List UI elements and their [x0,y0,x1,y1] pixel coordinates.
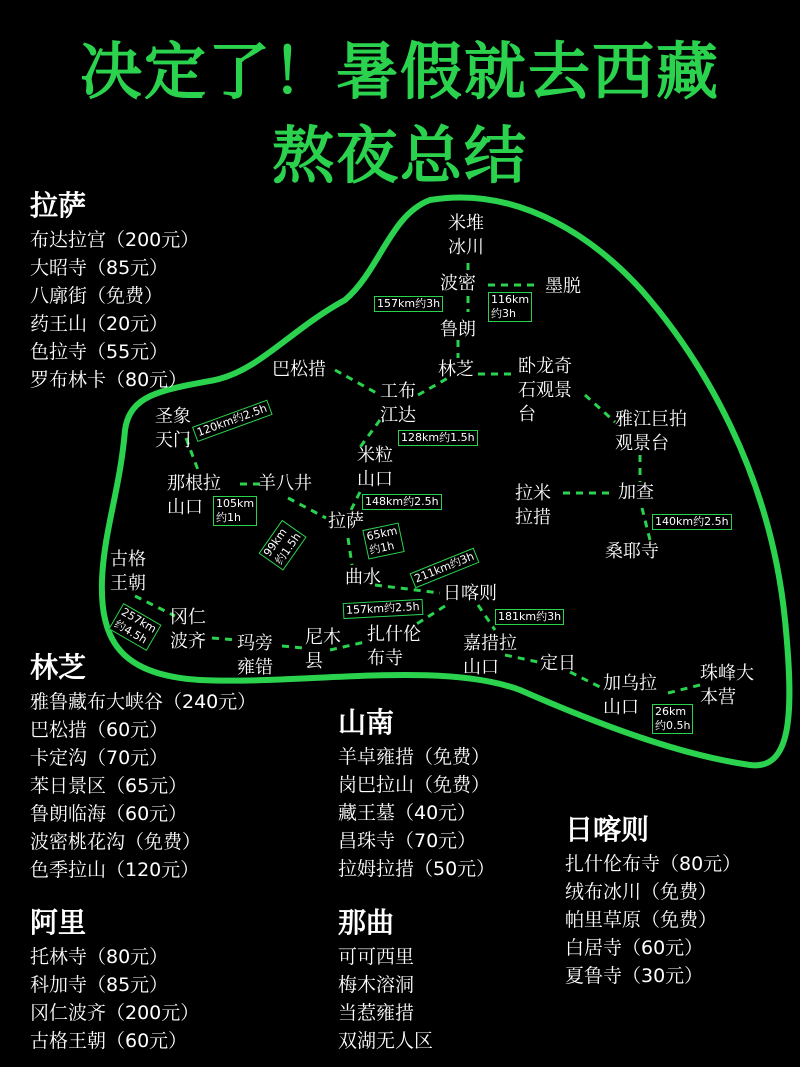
place-nimu-county: 尼木 县 [305,627,341,672]
section-heading: 拉萨 [30,189,87,222]
distance-bomi-motuo: 116km 约3h [488,292,532,322]
section-heading: 山南 [338,706,395,739]
list-item: 昌珠寺（70元） [338,830,477,852]
section-shigatse [565,812,741,990]
place-migla-pass: 米粒 山口 [357,445,393,490]
title-line-1: 决定了！暑假就去西藏 [79,35,720,108]
list-item: 冈仁波齐（200元） [30,1002,200,1024]
place-lhasa: 拉萨 [328,511,364,532]
list-item: 大昭寺（85元） [30,257,169,279]
title-line-2: 熬夜总结 [271,119,528,192]
list-item: 岗巴拉山（免费） [338,774,491,796]
place-shigatse: 日喀则 [443,583,497,604]
list-item: 双湖无人区 [338,1030,434,1052]
list-item: 鲁朗临海（60元） [30,803,188,825]
section-nyingchi [30,650,256,884]
distance-nagenla-yangbajing: 105km 约1h [213,496,257,526]
place-jiawula-pass: 加乌拉 山口 [603,673,657,718]
distance-jiawula-everest: 26km 约0.5h [652,704,693,734]
list-item: 藏王墓（40元） [338,802,477,824]
place-jiacha: 加查 [618,482,654,503]
place-lamila-cuo: 拉米 拉措 [515,483,551,528]
place-lulang: 鲁朗 [440,319,476,340]
distance-migla-lhasa: 148km约2.5h [362,494,442,510]
distance-gongbu-shengxiang: 120km约2.5h [192,400,272,442]
place-tashilhunpo: 扎什伦 布寺 [367,624,421,669]
place-yajiang-viewpoint: 雅江巨拍 观景台 [615,409,687,454]
list-item: 梅木溶洞 [338,974,415,996]
distance-guge-kangrinboqe: 257km 约4.5h [108,603,161,651]
distance-gongbu-migla: 128km约1.5h [398,430,478,446]
list-item: 巴松措（60元） [30,719,169,741]
distance-lhasa-qushui: 65km 约1h [362,522,405,559]
place-bomi: 波密 [440,273,476,294]
list-item: 夏鲁寺（30元） [565,965,704,987]
place-motuo: 墨脱 [545,276,581,297]
distance-yangbajing-lhasa: 99km 约1.5h [259,519,307,570]
list-item: 托林寺（80元） [30,946,169,968]
distance-bomi-lulang: 157km约3h [374,296,443,312]
list-item: 雅鲁藏布大峡谷（240元） [30,691,257,713]
place-nagenla-pass: 那根拉 山口 [167,473,221,518]
list-item: 色拉寺（55元） [30,341,169,363]
list-item: 罗布林卡（80元） [30,369,188,391]
section-nagqu [338,905,433,1055]
distance-shigatse-nimu: 157km约2.5h [343,599,423,619]
place-kangrinboqe: 冈仁 波齐 [170,607,206,652]
list-item: 白居寺（60元） [565,937,704,959]
distance-qushui-shigatse: 211km约3h [410,548,480,589]
place-wolong-viewpoint: 卧龙奇 石观景 台 [518,356,572,425]
place-guge-kingdom: 古格 王朝 [110,549,146,594]
list-item: 当惹雍措 [338,1002,415,1024]
place-dingri: 定日 [540,653,576,674]
place-midui-glacier: 米堆 冰川 [448,213,484,258]
list-item: 色季拉山（120元） [30,859,200,881]
section-heading: 林芝 [30,651,87,684]
section-heading: 阿里 [30,906,87,939]
list-item: 扎什伦布寺（80元） [565,853,742,875]
place-qushui: 曲水 [345,567,381,588]
place-mapang-yongcuo: 玛旁 雍错 [237,633,273,678]
place-jiacuola-pass: 嘉措拉 山口 [463,633,517,678]
section-lhasa [30,188,199,394]
place-gongbu-jiangda: 工布 江达 [380,381,416,426]
place-everest-base-camp: 珠峰大 本营 [700,663,754,708]
section-heading: 日喀则 [565,813,650,846]
distance-shigatse-jiacuola: 181km约3h [495,609,564,625]
list-item: 布达拉宫（200元） [30,229,200,251]
place-nyingchi: 林芝 [438,359,474,380]
list-item: 科加寺（85元） [30,974,169,996]
list-item: 八廓街（免费） [30,285,164,307]
list-item: 拉姆拉措（50元） [338,858,496,880]
place-basongcuo: 巴松措 [272,359,326,380]
place-samye-monastery: 桑耶寺 [605,541,659,562]
list-item: 可可西里 [338,946,415,968]
list-item: 苯日景区（65元） [30,775,188,797]
place-yangbajing: 羊八井 [258,473,312,494]
section-heading: 那曲 [338,906,395,939]
list-item: 羊卓雍措（免费） [338,746,491,768]
place-shengxiang-tianmen: 圣象 天门 [155,406,191,451]
list-item: 波密桃花沟（免费） [30,831,202,853]
list-item: 药王山（20元） [30,313,169,335]
list-item: 古格王朝（60元） [30,1030,188,1052]
section-shannan [338,705,495,883]
list-item: 帕里草原（免费） [565,909,718,931]
section-ngari [30,905,199,1055]
distance-jiacha-samye: 140km约2.5h [652,514,732,530]
list-item: 绒布冰川（免费） [565,881,718,903]
list-item: 卡定沟（70元） [30,747,169,769]
